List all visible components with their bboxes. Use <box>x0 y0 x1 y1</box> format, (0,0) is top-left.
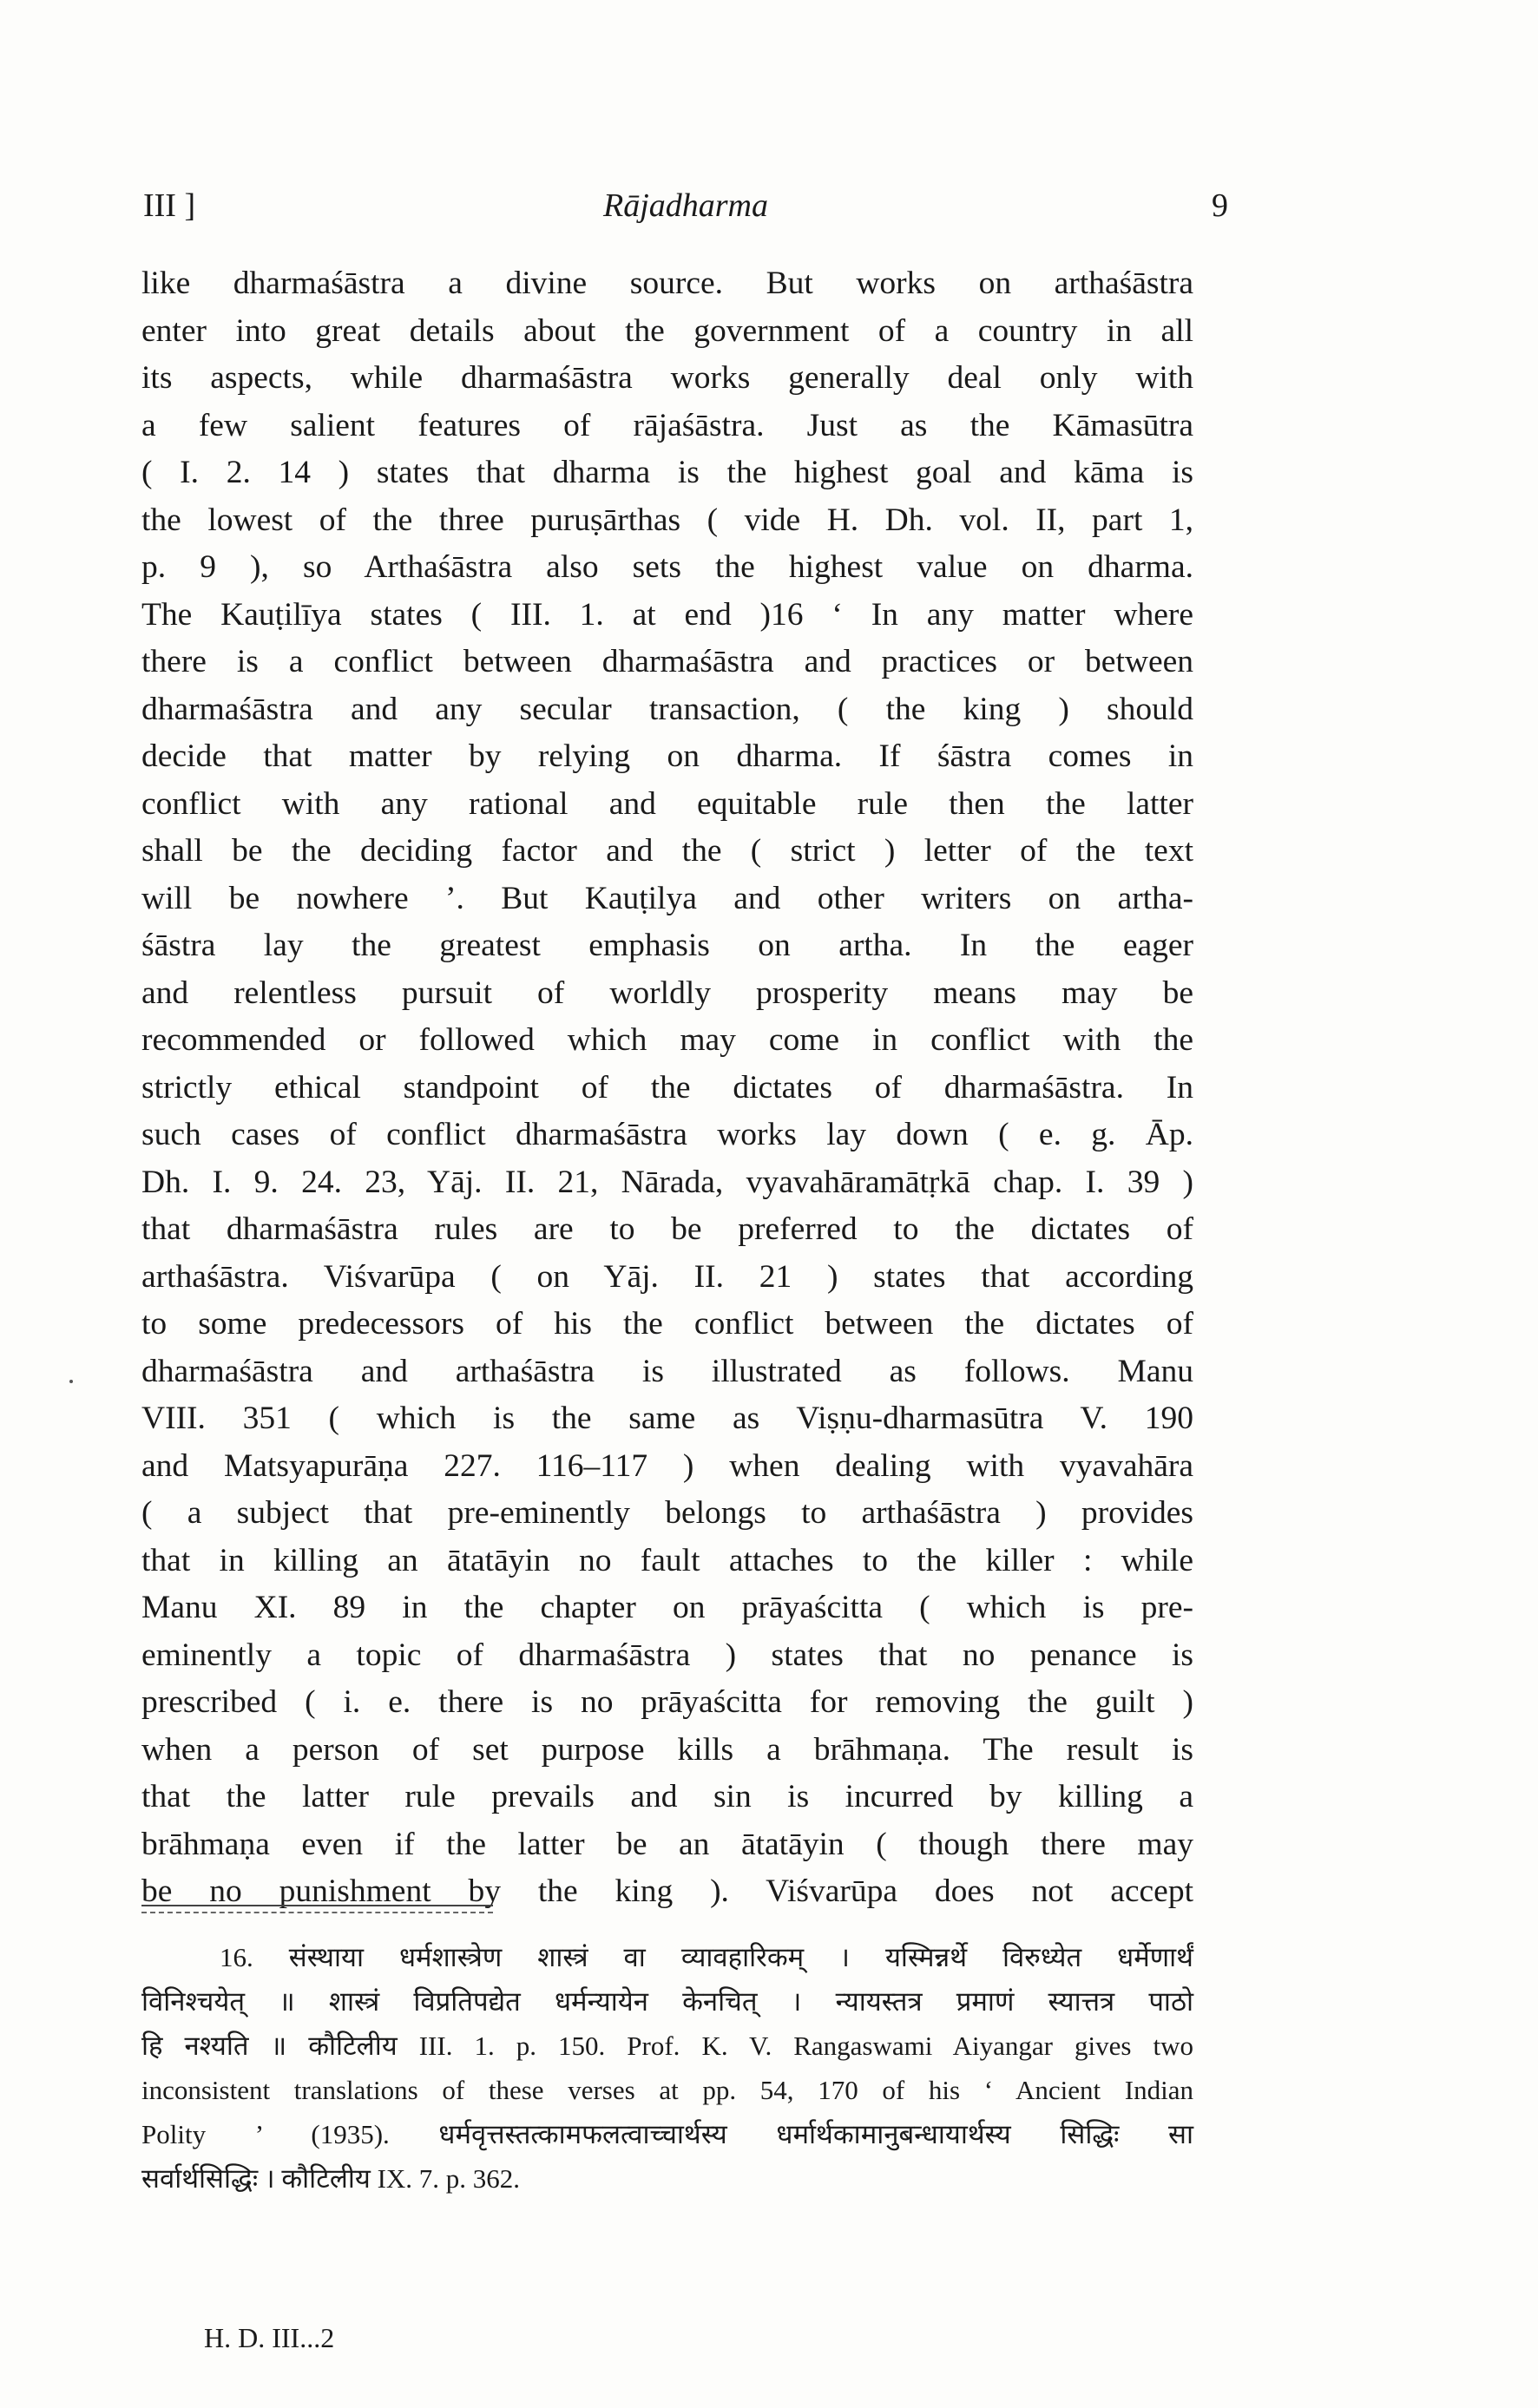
footnote-line: inconsistent translations of these verses at pp. 54, 170 of his ‘ Ancient Indian <box>141 2075 1193 2105</box>
text-line: strictly ethical standpoint of the dictates of dharmaśāstra. In <box>141 1069 1193 1106</box>
text-line: decide that matter by relying on dharma. If śāstra comes in <box>141 738 1193 774</box>
text-line: The Kauṭilīya states ( III. 1. at end )16 ‘ In any matter where <box>141 596 1193 633</box>
footnote-line: Polity ’ (1935). धर्मवृत्तस्तत्कामफलत्वाच्चार्थस्य धर्मार्थकामानुबन्धायार्थस्य सिद्धिः सा <box>141 2119 1193 2149</box>
text-line: a few salient features of rājaśāstra. Just as the Kāmasūtra <box>141 407 1193 443</box>
text-line: śāstra lay the greatest emphasis on artha. In the eager <box>141 928 1193 963</box>
text-line: to some predecessors of his the conflict between the dictates of <box>141 1306 1193 1342</box>
text-line: Manu XI. 89 in the chapter on prāyaścitta ( which is pre- <box>141 1590 1193 1625</box>
text-line: like dharmaśāstra a divine source. But works on arthaśāstra <box>141 266 1193 301</box>
footnote-rule-secondary <box>141 1912 493 1913</box>
text-line: arthaśāstra. Viśvarūpa ( on Yāj. II. 21 ) states that according <box>141 1258 1193 1295</box>
footnote-line: 16. संस्थाया धर्मशास्त्रेण शास्त्रं वा व्यावहारिकम् । यस्मिन्नर्थे विरुध्येत धर्मेणार्थं <box>220 1942 1193 1972</box>
text-line: that in killing an ātatāyin no fault attaches to the killer : while <box>141 1542 1193 1578</box>
text-line: prescribed ( i. e. there is no prāyaścitta for removing the guilt ) <box>141 1684 1193 1720</box>
footnote-line: हि नश्यति ॥ कौटिलीय III. 1. p. 150. Prof. K. V. Rangaswami Aiyangar gives two <box>141 2031 1193 2061</box>
running-header <box>143 187 1228 239</box>
text-line: the lowest of the three puruṣārthas ( vide H. Dh. vol. II, part 1, <box>141 502 1193 538</box>
text-line: dharmaśāstra and arthaśāstra is illustrated as follows. Manu <box>141 1353 1193 1389</box>
text-line: that the latter rule prevails and sin is incurred by killing a <box>141 1779 1193 1814</box>
text-line: conflict with any rational and equitable rule then the latter <box>141 785 1193 822</box>
text-line: that dharmaśāstra rules are to be preferred to the dictates of <box>141 1211 1193 1247</box>
text-line: such cases of conflict dharmaśāstra works lay down ( e. g. Āp. <box>141 1117 1193 1152</box>
text-line: brāhmaṇa even if the latter be an ātatāyin ( though there may <box>141 1826 1193 1862</box>
running-title: Rājadharma <box>603 187 768 224</box>
text-line: and relentless pursuit of worldly prosperity means may be <box>141 974 1193 1011</box>
text-line: enter into great details about the government of a country in all <box>141 312 1193 349</box>
page-number: 9 <box>1212 187 1228 224</box>
text-line: there is a conflict between dharmaśāstra and practices or between <box>141 644 1193 679</box>
margin-mark <box>69 1380 73 1383</box>
text-line: p. 9 ), so Arthaśāstra also sets the highest value on dharma. <box>141 549 1193 585</box>
text-line: VIII. 351 ( which is the same as Viṣṇu-dharmasūtra V. 190 <box>141 1401 1193 1436</box>
text-line: dharmaśāstra and any secular transaction, ( the king ) should <box>141 691 1193 727</box>
text-line: and Matsyapurāṇa 227. 116–117 ) when dealing with vyavahāra <box>141 1447 1193 1484</box>
footnotes <box>141 1935 1193 2201</box>
text-line: when a person of set purpose kills a brāhmaṇa. The result is <box>141 1731 1193 1768</box>
text-line: its aspects, while dharmaśāstra works generally deal only with <box>141 360 1193 396</box>
footnote-rule <box>141 1905 493 1906</box>
text-line: ( a subject that pre-eminently belongs to arthaśāstra ) provides <box>141 1495 1193 1531</box>
text-line: eminently a topic of dharmaśāstra ) states that no penance is <box>141 1637 1193 1673</box>
main-text <box>141 260 1193 1916</box>
text-line: be no punishment by the king ). Viśvarūpa does not accept <box>141 1873 1193 1909</box>
chapter-marker: III ] <box>143 187 196 224</box>
text-line: Dh. I. 9. 24. 23, Yāj. II. 21, Nārada, vyavahāramātṛkā chap. I. 39 ) <box>141 1164 1193 1200</box>
signature-mark: H. D. III...2 <box>204 2322 335 2353</box>
text-line: will be nowhere ’. But Kauṭilya and other writers on artha- <box>141 880 1193 916</box>
text-line: ( I. 2. 14 ) states that dharma is the highest goal and kāma is <box>141 455 1193 490</box>
footnote-line: सर्वार्थसिद्धिः । कौटिलीय IX. 7. p. 362. <box>141 2163 521 2194</box>
footnote-line: विनिश्चयेत् ॥ शास्त्रं विप्रतिपद्येत धर्मन्यायेन केनचित् । न्यायस्तत्र प्रमाणं स्यात्तत्र पाठो <box>141 1986 1193 2017</box>
text-line: recommended or followed which may come in conflict with the <box>141 1022 1193 1058</box>
text-line: shall be the deciding factor and the ( strict ) letter of the text <box>141 833 1193 869</box>
